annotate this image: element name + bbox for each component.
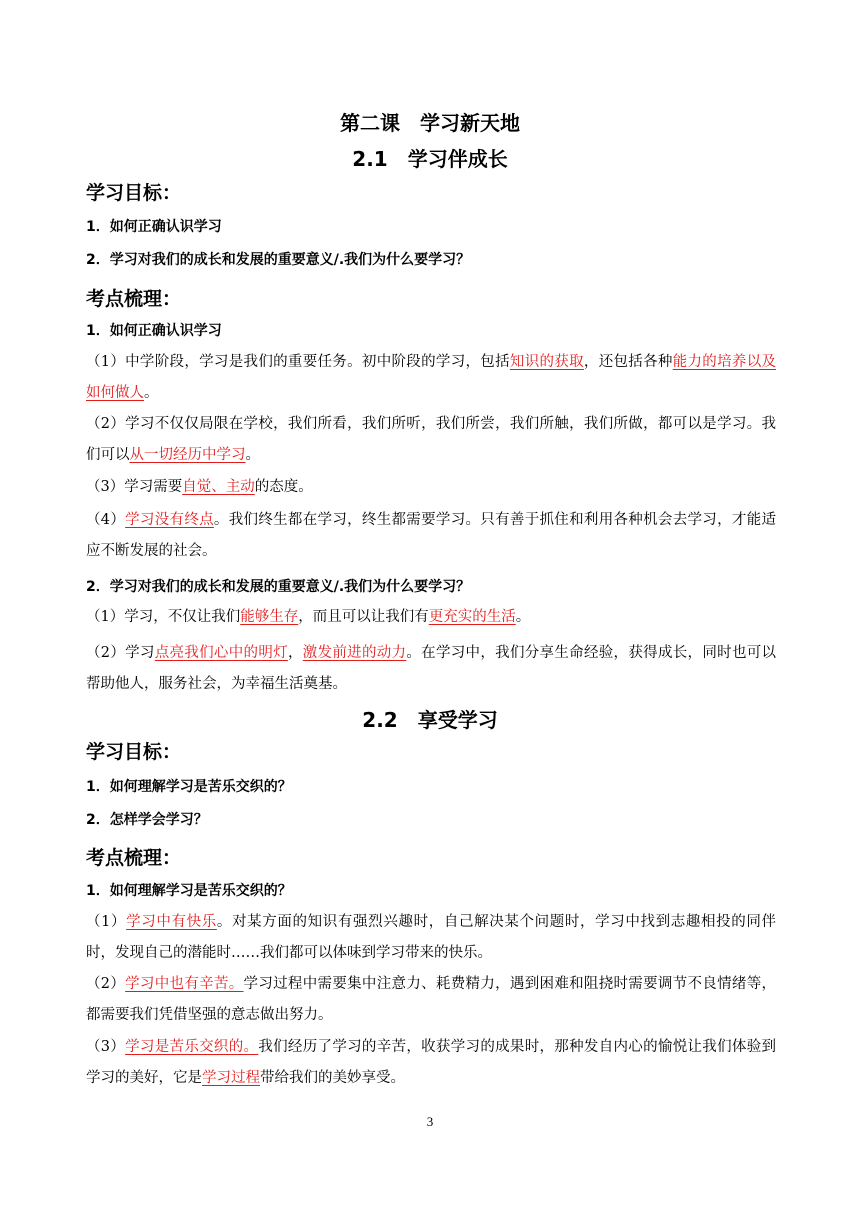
key-point: 从一切经历中学习 xyxy=(129,447,246,463)
key-point: 更充实的生活 xyxy=(428,609,516,625)
paragraph: （2）学习中也有辛苦。学习过程中需要集中注意力、耗费精力，遇到困难和阻挠时需要调节不良情绪等，都需要我们凭借坚强的意志做出努力。 xyxy=(86,976,777,1023)
goal-item: 1．如何理解学习是苦乐交织的？ xyxy=(86,779,292,795)
key-point: 自觉、主动 xyxy=(182,479,255,495)
key-point: 学习中有快乐 xyxy=(126,914,217,930)
key-point: 能够生存 xyxy=(240,609,299,625)
key-point: 激发前进的动力 xyxy=(302,645,407,661)
paragraph: （2）学习不仅仅局限在学校，我们所看，我们所听，我们所尝，我们所触，我们所做，都可以是学习。我们可以从一切经历中学习。 xyxy=(86,416,776,463)
key-point: 学习中也有辛苦。 xyxy=(125,976,244,992)
goal-item: 2．学习对我们的成长和发展的重要意义/.我们为什么要学习？ xyxy=(86,252,471,268)
key-point: 学习没有终点 xyxy=(125,512,214,528)
points-heading: 考点梳理： xyxy=(86,288,182,310)
paragraph: （3）学习是苦乐交织的。我们经历了学习的辛苦，收获学习的成果时，那种发自内心的愉悦让我们体验到学习的美好，它是学习过程带给我们的美妙享受。 xyxy=(86,1039,776,1086)
page-number: 3 xyxy=(426,1114,434,1129)
goals-heading: 学习目标： xyxy=(86,182,182,204)
key-point: 学习是苦乐交织的。 xyxy=(125,1039,259,1055)
goal-item: 2．怎样学会学习？ xyxy=(86,812,208,828)
paragraph: （1）中学阶段，学习是我们的重要任务。初中阶段的学习，包括知识的获取，还包括各种能力的培养以及如何做人。 xyxy=(86,354,776,401)
section-title: 2.2 享受学习 xyxy=(362,708,498,732)
key-point: 能力的培养以及如何做人 xyxy=(86,354,776,401)
paragraph: （4）学习没有终点。我们终生都在学习，终生都需要学习。只有善于抓住和利用各种机会去学习，才能适应不断发展的社会。 xyxy=(86,512,776,559)
key-point: 知识的获取 xyxy=(509,354,584,370)
paragraph: （1）学习，不仅让我们能够生存，而且可以让我们有更充实的生活。 xyxy=(86,609,531,625)
topic-heading: 1．如何正确认识学习 xyxy=(86,323,222,339)
section-title: 2.1 学习伴成长 xyxy=(352,147,508,171)
paragraph: （3）学习需要自觉、主动的态度。 xyxy=(86,479,313,495)
paragraph: （1）学习中有快乐。对某方面的知识有强烈兴趣时，自己解决某个问题时，学习中找到志趣相投的同伴时，发现自己的潜能时……我们都可以体味到学习带来的快乐。 xyxy=(86,914,777,961)
key-point: 点亮我们心中的明灯 xyxy=(154,645,288,661)
goals-heading: 学习目标： xyxy=(86,741,182,763)
goal-item: 1．如何正确认识学习 xyxy=(86,219,222,235)
points-heading: 考点梳理： xyxy=(86,847,182,869)
paragraph: （2）学习点亮我们心中的明灯，激发前进的动力。在学习中，我们分享生命经验，获得成长，同时也可以帮助他人，服务社会，为幸福生活奠基。 xyxy=(86,645,777,692)
topic-heading: 2．学习对我们的成长和发展的重要意义/.我们为什么要学习？ xyxy=(86,579,471,595)
topic-heading: 1．如何理解学习是苦乐交织的？ xyxy=(86,883,292,899)
lesson-title: 第二课 学习新天地 xyxy=(340,111,520,135)
key-point: 学习过程 xyxy=(202,1070,260,1086)
